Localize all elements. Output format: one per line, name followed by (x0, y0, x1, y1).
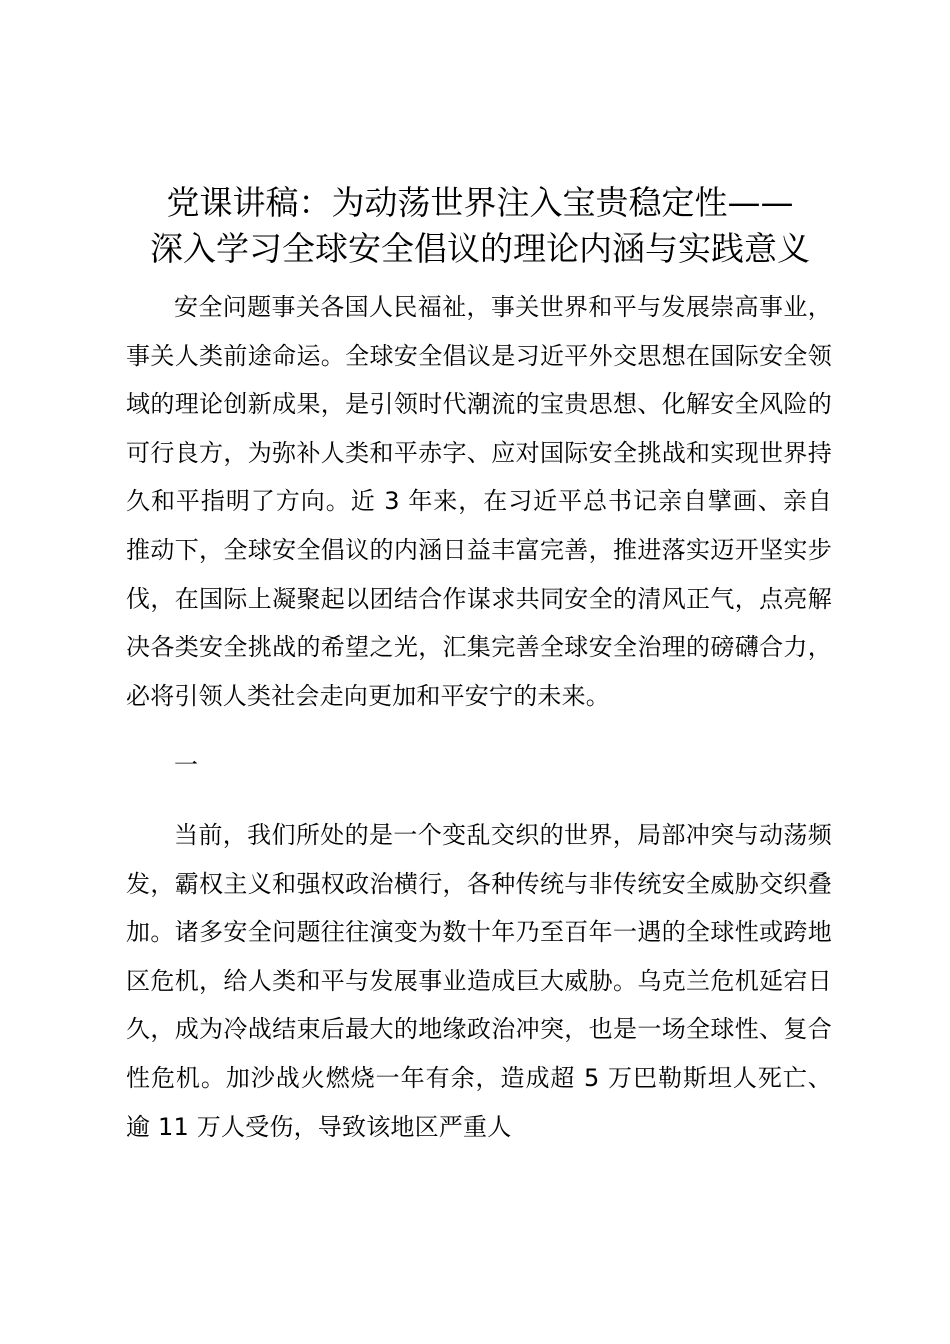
paragraph-section-one: 当前，我们所处的是一个变乱交织的世界，局部冲突与动荡频发，霸权主义和强权政治横行，各种传统与非传统安全威胁交织叠加。诸多安全问题往往演变为数十年乃至百年一遇的全球性或跨地区危机，给人类和平与发展事业造成巨大威胁。乌克兰危机延宕日久，成为冷战结束后最大的地缘政治冲突，也是一场全球性、复合性危机。加沙战火燃烧一年有余，造成超 5 万巴勒斯坦人死亡、逾 11 万人受伤，导致该地区严重人 (126, 820, 832, 1141)
section-heading-one: 一 (174, 751, 199, 780)
title-line-1: 党课讲稿：为动荡世界注入宝贵稳定性—— (166, 183, 794, 222)
document-body (126, 283, 832, 1151)
document-title (120, 180, 840, 272)
paragraph-intro: 安全问题事关各国人民福祉，事关世界和平与发展崇高事业，事关人类前途命运。全球安全倡议是习近平外交思想在国际安全领域的理论创新成果，是引领时代潮流的宝贵思想、化解安全风险的可行良方，为弥补人类和平赤字、应对国际安全挑战和实现世界持久和平指明了方向。近 3 年来，在习近平总书记亲自擘画、亲自推动下，全球安全倡议的内涵日益丰富完善，推进落实迈开坚实步伐，在国际上凝聚起以团结合作谋求共同安全的清风正气，点亮解决各类安全挑战的希望之光，汇集完善全球安全治理的磅礴合力，必将引领人类社会走向更加和平安宁的未来。 (126, 293, 832, 710)
title-line-2: 深入学习全球安全倡议的理论内涵与实践意义 (150, 229, 810, 268)
